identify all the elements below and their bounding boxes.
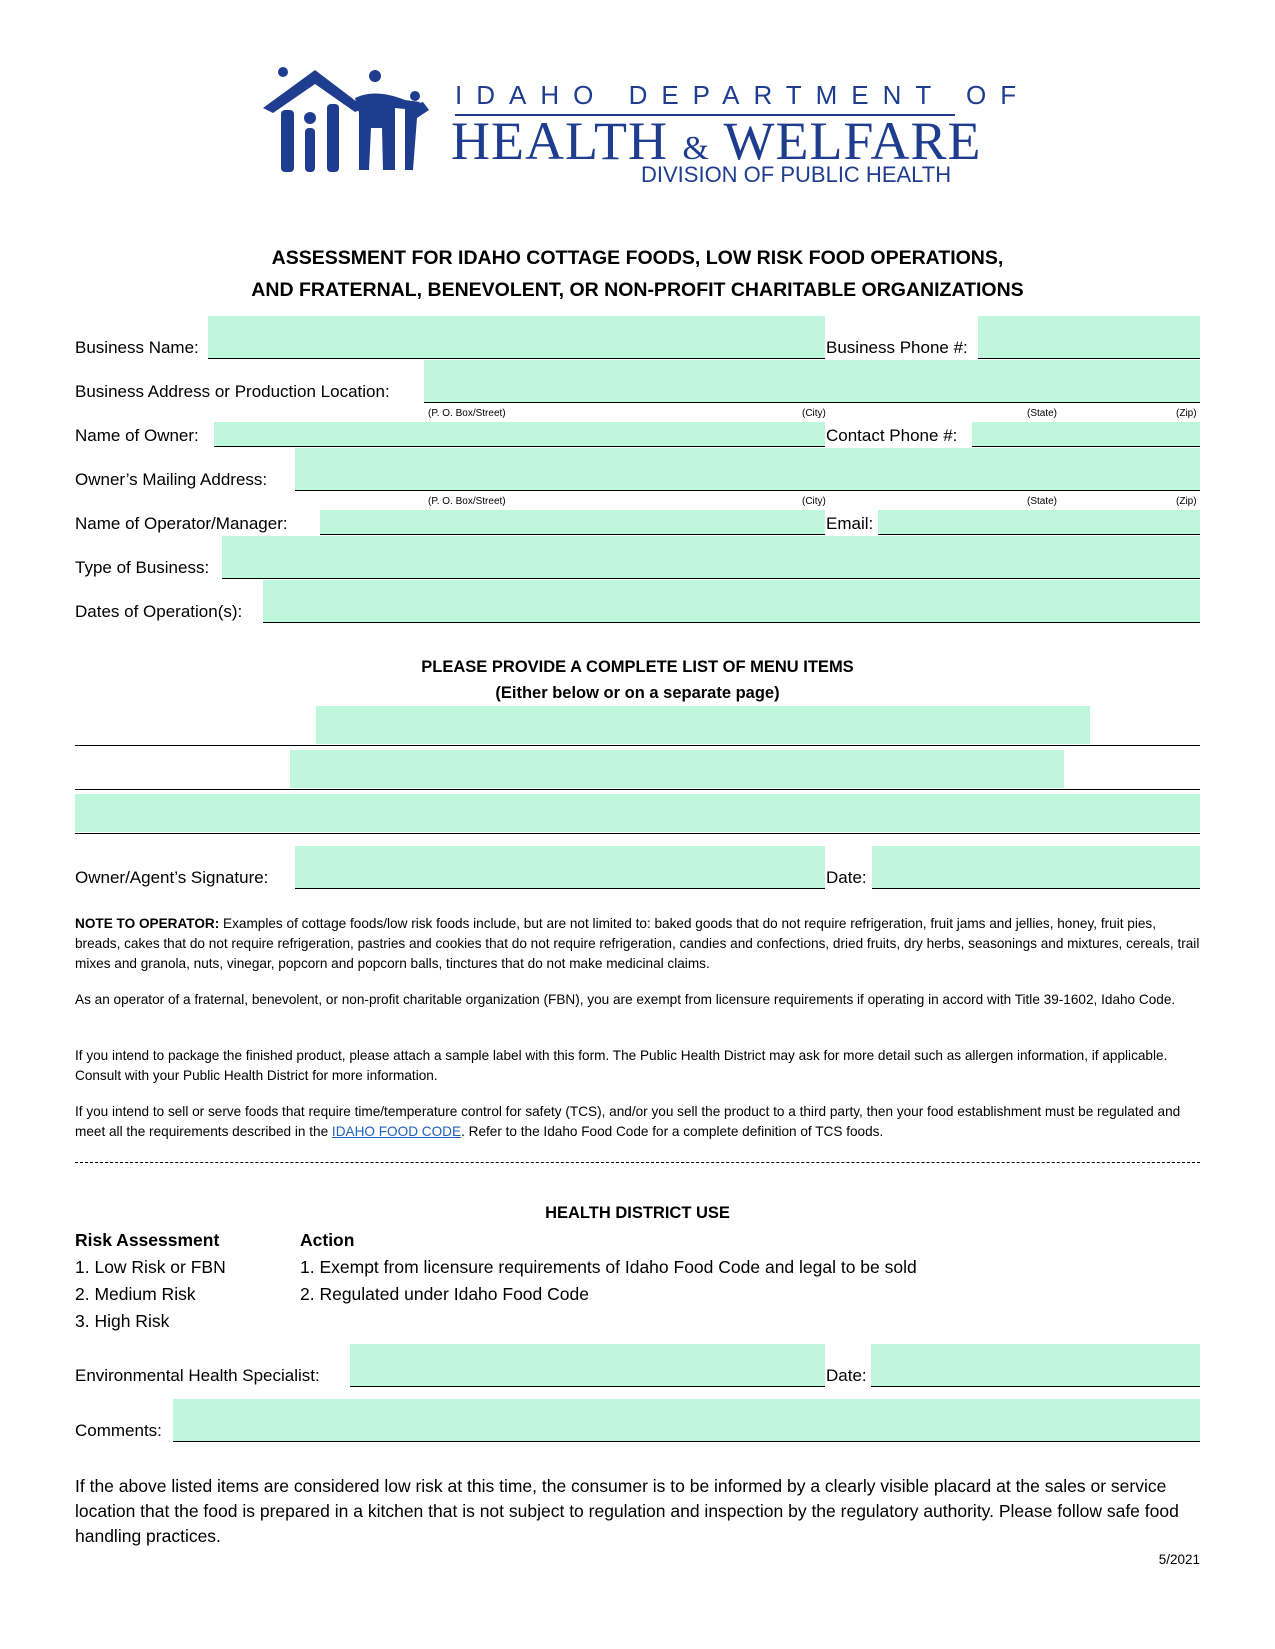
- specialist-date-underline: [871, 1386, 1200, 1387]
- logo-line-1: IDAHO DEPARTMENT OF: [455, 80, 1031, 110]
- action-heading: Action: [300, 1230, 355, 1250]
- form-title: [0, 242, 1275, 306]
- logo-word-health: HEALTH: [451, 111, 668, 171]
- address-hint-city: (City): [802, 408, 826, 419]
- note-fbn: As an operator of a fraternal, benevolent, or non-profit charitable organization (FBN), you are exempt from licensure requirements if operating in accord with Title 39-1602, Idaho Code.: [75, 992, 1176, 1007]
- owner-name-input[interactable]: [214, 422, 825, 446]
- idaho-food-code-link[interactable]: IDAHO FOOD CODE: [331, 1124, 462, 1139]
- business-type-input[interactable]: [222, 536, 1200, 578]
- specialist-input[interactable]: [350, 1344, 825, 1386]
- owner-mailing-label: Owner’s Mailing Address:: [75, 470, 268, 489]
- note-operator-bold: NOTE TO OPERATOR:: [75, 916, 220, 931]
- menu-line-2-input[interactable]: [290, 750, 1064, 788]
- business-address-input[interactable]: [424, 360, 1200, 402]
- risk-heading: Risk Assessment: [75, 1230, 220, 1250]
- business-name-label: Business Name:: [75, 338, 199, 357]
- house-family-icon: [255, 58, 435, 178]
- district-heading: HEALTH DISTRICT USE: [545, 1204, 730, 1222]
- owner-mailing-underline: [295, 490, 1200, 491]
- note-tcs: [75, 1102, 1205, 1142]
- specialist-date-input[interactable]: [871, 1344, 1200, 1386]
- menu-heading: PLEASE PROVIDE A COMPLETE LIST OF MENU ITEMS: [421, 658, 854, 676]
- email-underline: [878, 534, 1200, 535]
- owner-name-label: Name of Owner:: [75, 426, 199, 445]
- action-item-2: 2. Regulated under Idaho Food Code: [300, 1284, 589, 1304]
- placard-notice: If the above listed items are considered low risk at this time, the consumer is to be informed by a clearly visible placard at the sales or service location that the food is prepared in a kitchen that is not subject to regulation and inspection by the regulatory authority. Please follow safe food handling practices.: [75, 1476, 1179, 1546]
- menu-subheading: (Either below or on a separate page): [495, 684, 780, 702]
- owner-name-underline: [214, 446, 825, 447]
- dates-label: Dates of Operation(s):: [75, 602, 243, 621]
- business-phone-label: Business Phone #:: [826, 338, 968, 357]
- dates-input[interactable]: [263, 580, 1200, 622]
- mailing-hint-city: (City): [802, 496, 826, 507]
- risk-item-3: 3. High Risk: [75, 1311, 170, 1331]
- note-label: If you intend to package the finished product, please attach a sample label with this form. The Public Health District may ask for more detail such as allergen information, if applicable. Consult with your Public Health District for more information.: [75, 1048, 1168, 1083]
- logo-ampersand: &: [682, 130, 710, 167]
- operator-name-underline: [320, 534, 825, 535]
- business-address-label: Business Address or Production Location:: [75, 382, 390, 401]
- note-operator-text: Examples of cottage foods/low risk foods include, but are not limited to: baked goods that do not require refrigeration, fruit jams and jellies, honey, fruit pies, breads, cakes that do not require refrigeration, pastries and cookies that do not require refrigeration, candies and confections, dried fruits, dry herbs, seasonings and mixtures, cereals, trail mixes and granola, nuts, vinegar, popcorn and popcorn balls, tinctures that do not make medicinal claims.: [75, 916, 1200, 971]
- menu-line-1-input[interactable]: [316, 706, 1090, 744]
- address-hint-street: (P. O. Box/Street): [428, 408, 506, 419]
- logo-word-welfare: WELFARE: [723, 111, 982, 171]
- signature-date-underline: [872, 888, 1200, 889]
- comments-label: Comments:: [75, 1421, 162, 1440]
- contact-phone-input[interactable]: [972, 422, 1200, 446]
- note-tcs-text-a: If you intend to sell or serve foods that require time/temperature control for safety (TCS), and/or you sell the product to a third party, then your food establishment must be regulated and meet all the requirements described in the: [75, 1104, 1181, 1139]
- menu-line-3-underline: [75, 833, 1200, 834]
- business-phone-input[interactable]: [978, 316, 1200, 358]
- signature-date-input[interactable]: [872, 846, 1200, 888]
- business-address-underline: [424, 402, 1200, 403]
- risk-item-1: 1. Low Risk or FBN: [75, 1257, 226, 1277]
- signature-date-label: Date:: [826, 868, 867, 887]
- address-hint-zip: (Zip): [1176, 408, 1197, 419]
- comments-underline: [173, 1441, 1200, 1442]
- contact-phone-underline: [972, 446, 1200, 447]
- dates-underline: [263, 622, 1200, 623]
- specialist-label: Environmental Health Specialist:: [75, 1366, 320, 1385]
- business-phone-underline: [978, 358, 1200, 359]
- logo-line-3: DIVISION OF PUBLIC HEALTH: [641, 162, 952, 187]
- business-name-input[interactable]: [208, 316, 825, 358]
- mailing-hint-state: (State): [1027, 496, 1058, 507]
- email-label: Email:: [826, 514, 874, 533]
- menu-line-3-input[interactable]: [75, 794, 1200, 832]
- specialist-date-label: Date:: [826, 1366, 867, 1385]
- business-name-underline: [208, 358, 825, 359]
- form-title-line-1: ASSESSMENT FOR IDAHO COTTAGE FOODS, LOW RISK FOOD OPERATIONS,: [271, 247, 1004, 269]
- action-item-1: 1. Exempt from licensure requirements of Idaho Food Code and legal to be sold: [300, 1257, 917, 1277]
- operator-name-input[interactable]: [320, 510, 825, 534]
- comments-input[interactable]: [173, 1399, 1200, 1441]
- revision-date: 5/2021: [1158, 1552, 1200, 1567]
- mailing-hint-street: (P. O. Box/Street): [428, 496, 506, 507]
- menu-line-2-underline: [75, 789, 1200, 790]
- mailing-hint-zip: (Zip): [1176, 496, 1197, 507]
- signature-underline: [295, 888, 825, 889]
- contact-phone-label: Contact Phone #:: [826, 426, 958, 445]
- note-operator: [75, 914, 1205, 974]
- specialist-underline: [350, 1386, 825, 1387]
- risk-item-2: 2. Medium Risk: [75, 1284, 196, 1304]
- business-type-underline: [222, 578, 1200, 579]
- business-type-label: Type of Business:: [75, 558, 210, 577]
- note-tcs-text-b: . Refer to the Idaho Food Code for a complete definition of TCS foods.: [461, 1124, 884, 1139]
- signature-label: Owner/Agent’s Signature:: [75, 868, 269, 887]
- agency-logo: [255, 58, 1031, 188]
- cut-line: [75, 1162, 1200, 1163]
- address-hint-state: (State): [1027, 408, 1058, 419]
- menu-line-1-underline: [75, 745, 1200, 746]
- email-input[interactable]: [878, 510, 1200, 534]
- signature-input[interactable]: [295, 846, 825, 888]
- owner-mailing-input[interactable]: [295, 448, 1200, 490]
- form-title-line-2: AND FRATERNAL, BENEVOLENT, OR NON-PROFIT CHARITABLE ORGANIZATIONS: [251, 279, 1024, 301]
- operator-name-label: Name of Operator/Manager:: [75, 514, 288, 533]
